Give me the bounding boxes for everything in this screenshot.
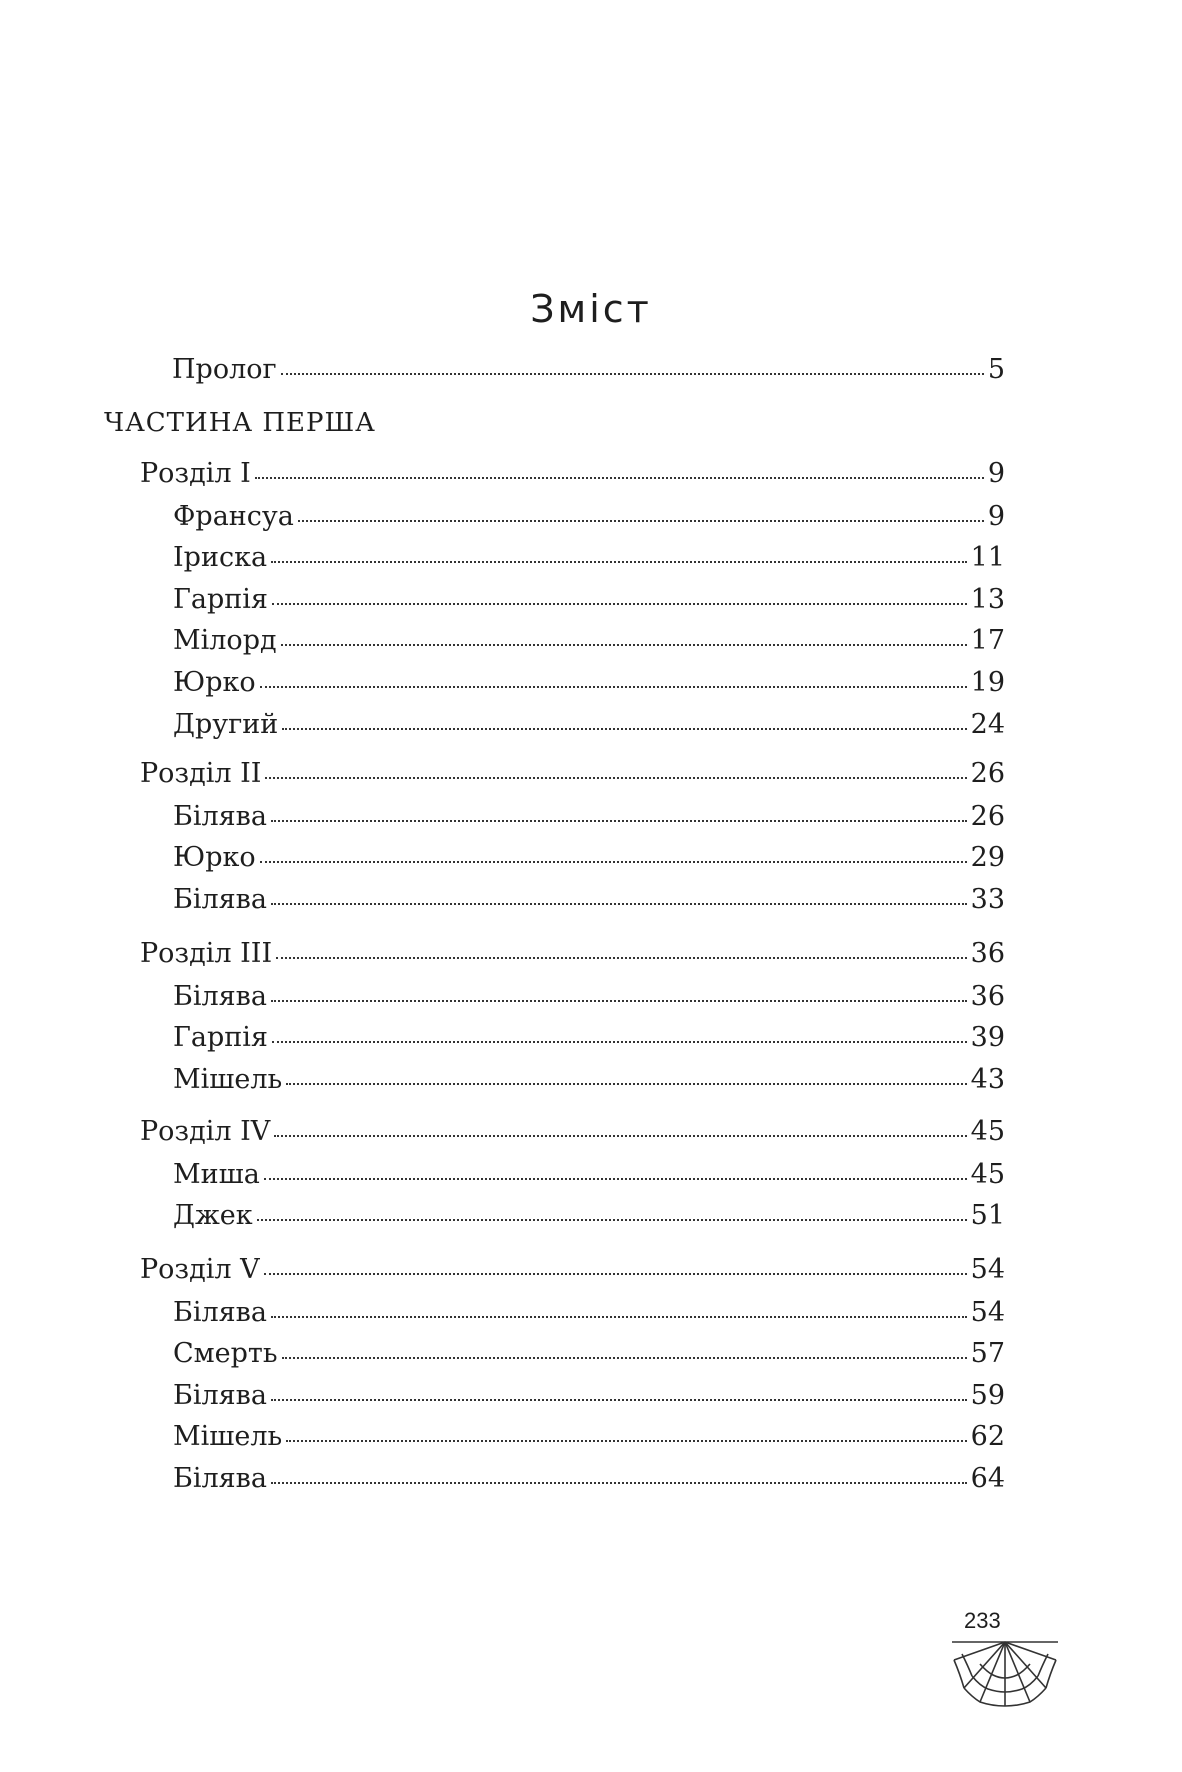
- toc-section[interactable]: [140, 1112, 1005, 1152]
- toc-entry-label: Білява: [173, 1463, 267, 1494]
- toc-entry-label: Пролог: [172, 354, 277, 385]
- toc-entry[interactable]: [173, 538, 1005, 578]
- toc-entry-page: 33: [970, 883, 1005, 915]
- toc-entry-page: 5: [987, 354, 1005, 385]
- toc-entry-page: 17: [970, 625, 1005, 657]
- toc-entry[interactable]: [173, 880, 1005, 920]
- toc-entry[interactable]: [173, 1459, 1005, 1499]
- dot-leader: [271, 1399, 967, 1401]
- toc-entry[interactable]: [173, 1196, 1005, 1236]
- toc-entry[interactable]: [173, 663, 1005, 703]
- dot-leader: [286, 1083, 966, 1085]
- toc-entry-label: Джек: [173, 1200, 253, 1232]
- toc-entry-label: Розділ V: [140, 1254, 260, 1285]
- toc-entry-page: 9: [987, 458, 1005, 489]
- toc-entry[interactable]: [173, 1334, 1005, 1374]
- toc-entry-label: Другий: [173, 708, 279, 740]
- toc-entry[interactable]: [173, 1293, 1005, 1333]
- toc-entry-page: 45: [970, 1158, 1005, 1190]
- toc-entry-label: Білява: [173, 980, 267, 1012]
- toc-entry-page: 45: [970, 1116, 1005, 1147]
- toc-entry-label: Білява: [173, 800, 267, 832]
- toc-entry-label: Смерть: [173, 1338, 278, 1370]
- toc-entry-page: 54: [970, 1254, 1005, 1285]
- dot-leader: [282, 728, 966, 730]
- toc-entry-label: Гарпія: [173, 583, 268, 615]
- toc-entry[interactable]: [173, 497, 1005, 537]
- toc-entry-label: Юрко: [173, 667, 256, 698]
- toc-entry-page: 59: [970, 1379, 1005, 1411]
- toc-entry[interactable]: [173, 580, 1005, 620]
- toc-entry-label: Розділ III: [140, 938, 273, 969]
- toc-entry-label: Розділ I: [140, 458, 251, 489]
- toc-entry[interactable]: [173, 838, 1005, 878]
- dot-leader: [271, 561, 967, 563]
- toc-section[interactable]: [140, 934, 1005, 974]
- dot-leader: [255, 477, 984, 479]
- toc-entry-label: Миша: [173, 1158, 260, 1190]
- toc-entry-label: Мішель: [173, 1063, 283, 1095]
- page-title: Зміст: [530, 287, 652, 332]
- toc-entry-page: 62: [970, 1421, 1005, 1453]
- toc-entry-label: Гарпія: [173, 1022, 268, 1054]
- toc-section[interactable]: [140, 454, 1005, 494]
- toc-entry-page: 24: [970, 708, 1005, 740]
- dot-leader: [264, 1178, 967, 1180]
- dot-leader: [272, 603, 967, 605]
- dot-leader: [274, 1135, 966, 1137]
- dot-leader: [265, 777, 966, 779]
- part-heading: ЧАСТИНА ПЕРША: [104, 408, 376, 438]
- spiderweb-icon: [950, 1640, 1060, 1714]
- toc-entry[interactable]: [173, 797, 1005, 837]
- toc-entry[interactable]: [173, 1060, 1005, 1100]
- dot-leader: [271, 1000, 967, 1002]
- dot-leader: [282, 1357, 967, 1359]
- toc-entry[interactable]: [173, 621, 1005, 661]
- toc-section[interactable]: [140, 754, 1005, 794]
- dot-leader: [260, 861, 967, 863]
- toc-entry-label: Мішель: [173, 1421, 283, 1453]
- toc-entry[interactable]: [173, 1155, 1005, 1195]
- dot-leader: [264, 1273, 967, 1275]
- toc-entry-page: 54: [970, 1296, 1005, 1328]
- dot-leader: [271, 820, 967, 822]
- dot-leader: [271, 1316, 967, 1318]
- dot-leader: [298, 520, 984, 522]
- toc-entry[interactable]: [173, 977, 1005, 1017]
- toc-entry-label: Білява: [173, 1379, 267, 1411]
- dot-leader: [281, 644, 967, 646]
- toc-entry-page: 43: [970, 1063, 1005, 1095]
- dot-leader: [271, 903, 967, 905]
- toc-entry-label: Білява: [173, 1296, 267, 1328]
- toc-entry-page: 19: [970, 667, 1005, 698]
- toc-entry-page: 64: [970, 1463, 1005, 1494]
- dot-leader: [286, 1440, 966, 1442]
- dot-leader: [272, 1041, 967, 1043]
- toc-entry[interactable]: [173, 1018, 1005, 1058]
- toc-entry[interactable]: [173, 1376, 1005, 1416]
- toc-entry-label: Франсуа: [173, 500, 294, 532]
- toc-entry-page: 36: [970, 938, 1005, 969]
- page-number: 233: [964, 1608, 1001, 1633]
- toc-entry-page: 9: [987, 500, 1005, 532]
- dot-leader: [276, 957, 967, 959]
- toc-entry[interactable]: [173, 1417, 1005, 1457]
- toc-entry-page: 13: [970, 583, 1005, 615]
- dot-leader: [281, 373, 984, 375]
- toc-entry-page: 36: [970, 980, 1005, 1012]
- toc-entry-label: Іриска: [173, 542, 268, 574]
- dot-leader: [257, 1219, 967, 1221]
- toc-entry-prologue[interactable]: [172, 350, 1005, 390]
- dot-leader: [260, 686, 967, 688]
- toc-entry-label: Розділ IV: [140, 1116, 271, 1147]
- toc-entry-page: 57: [970, 1338, 1005, 1370]
- toc-entry-label: Юрко: [173, 842, 256, 874]
- toc-entry-page: 11: [970, 542, 1005, 574]
- toc-entry-page: 39: [970, 1022, 1005, 1054]
- toc-entry-label: Розділ II: [140, 758, 262, 789]
- toc-entry[interactable]: [173, 705, 1005, 745]
- toc-entry-page: 26: [970, 758, 1005, 789]
- toc-entry-page: 51: [970, 1200, 1005, 1232]
- dot-leader: [271, 1482, 967, 1484]
- toc-section[interactable]: [140, 1250, 1005, 1290]
- toc-entry-page: 26: [970, 800, 1005, 832]
- toc-entry-label: Мілорд: [173, 625, 277, 657]
- toc-entry-label: Білява: [173, 883, 267, 915]
- toc-entry-page: 29: [970, 842, 1005, 874]
